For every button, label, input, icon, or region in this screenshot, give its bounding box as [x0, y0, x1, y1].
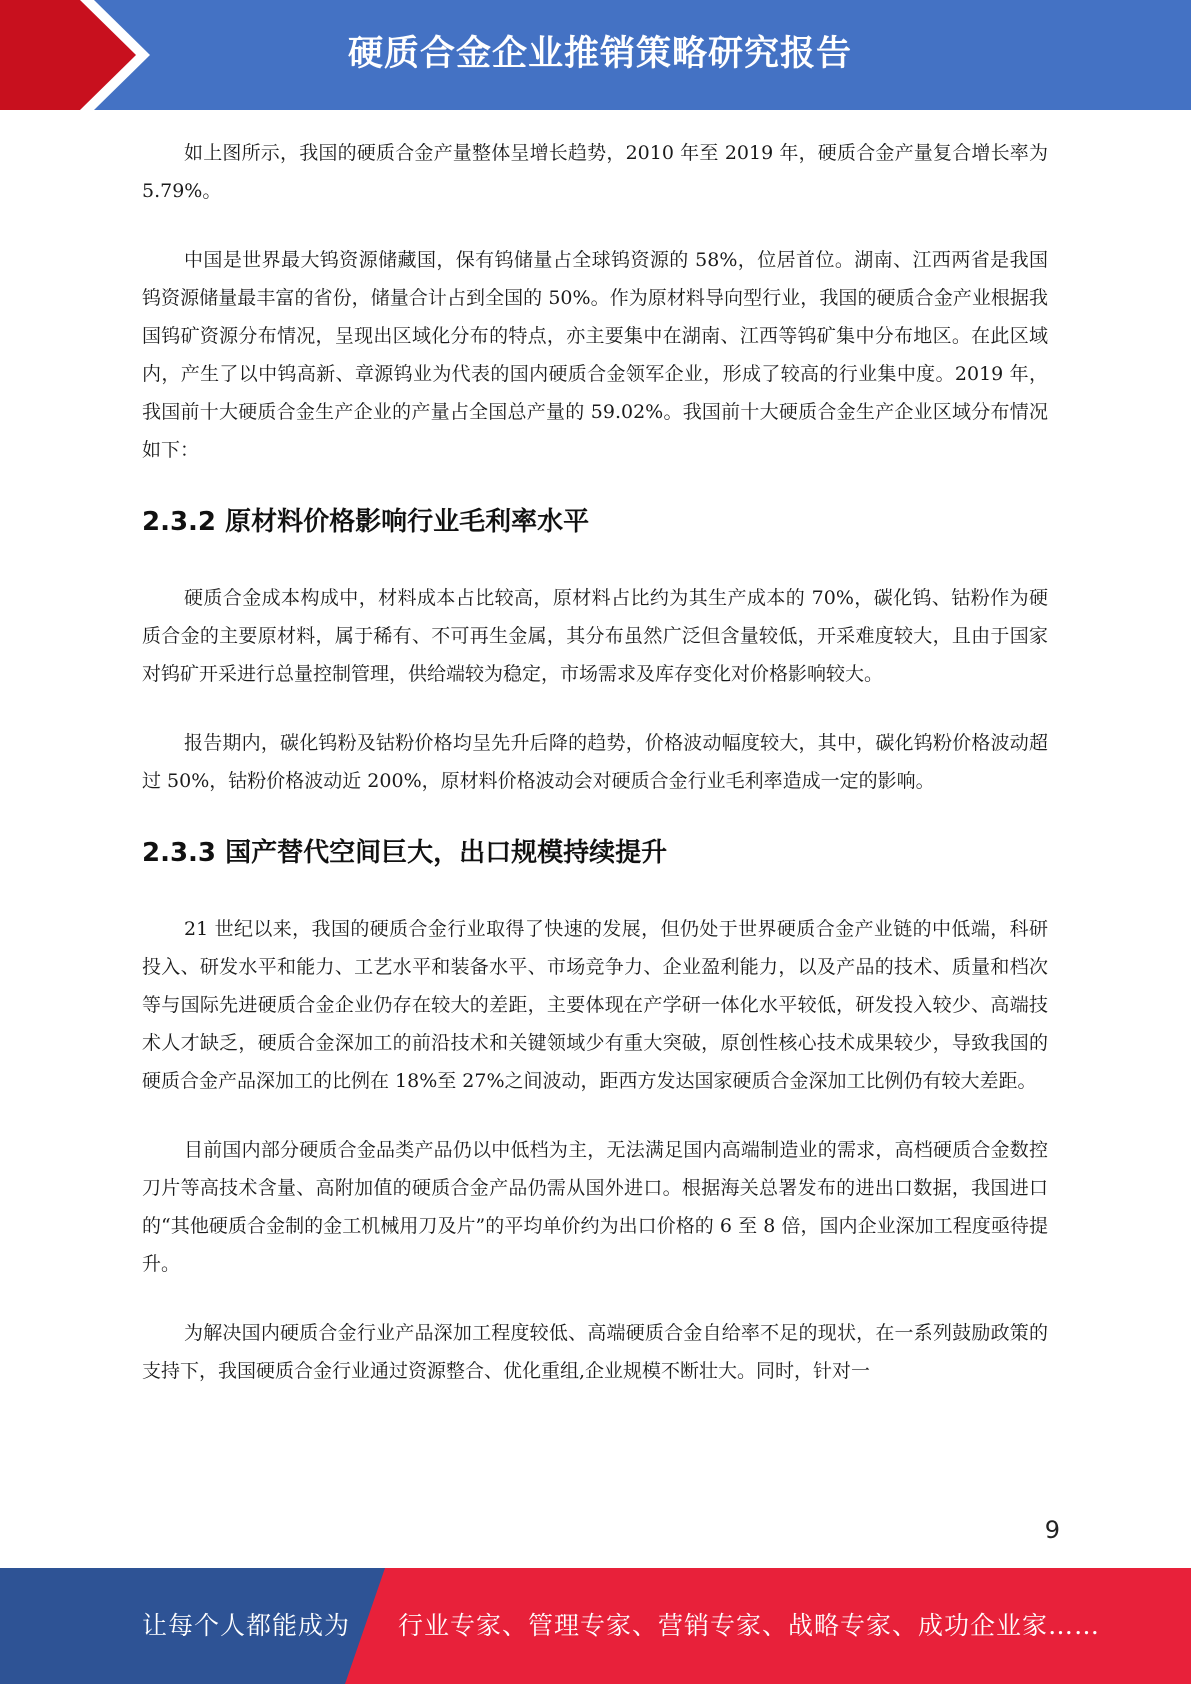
- paragraph: 目前国内部分硬质合金品类产品仍以中低档为主，无法满足国内高端制造业的需求，高档硬质合金数控刀片等高技术含量、高附加值的硬质合金产品仍需从国外进口。根据海关总署发布的进出口数据，我国进口的“其他硬质合金制的金工机械用刀及片”的平均单价约为出口价格的 6 至 8 倍，国内企业深加工程度亟待提升。: [142, 1139, 1048, 1275]
- paragraph: 如上图所示，我国的硬质合金产量整体呈增长趋势，2010 年至 2019 年，硬质合金产量复合增长率为 5.79%。: [142, 142, 1048, 202]
- page-footer: [0, 1568, 1191, 1684]
- paragraph: 报告期内，碳化钨粉及钴粉价格均呈先升后降的趋势，价格波动幅度较大，其中，碳化钨粉价格波动超过 50%，钴粉价格波动近 200%，原材料价格波动会对硬质合金行业毛利率造成一定的影响。: [142, 732, 1048, 792]
- footer-slogan-right: 行业专家、管理专家、营销专家、战略专家、成功企业家……: [398, 1611, 1101, 1640]
- header-arrow-graphic: [0, 0, 150, 110]
- section-heading: 2.3.2 原材料价格影响行业毛利率水平: [142, 507, 590, 537]
- document-body: [142, 134, 1048, 1390]
- footer-slogan-left: 让每个人都能成为: [142, 1611, 351, 1640]
- section-heading: 2.3.3 国产替代空间巨大，出口规模持续提升: [142, 838, 668, 868]
- page-header: [0, 0, 1191, 110]
- paragraph: 21 世纪以来，我国的硬质合金行业取得了快速的发展，但仍处于世界硬质合金产业链的中低端，科研投入、研发水平和能力、工艺水平和装备水平、市场竞争力、企业盈利能力，以及产品的技术、质量和档次等与国际先进硬质合金企业仍存在较大的差距，主要体现在产学研一体化水平较低，研发投入较少、高端技术人才缺乏，硬质合金深加工的前沿技术和关键领域少有重大突破，原创性核心技术成果较少，导致我国的硬质合金产品深加工的比例在 18%至 27%之间波动，距西方发达国家硬质合金深加工比例仍有较大差距。: [142, 918, 1048, 1092]
- page-number: 9: [1044, 1516, 1060, 1544]
- paragraph: 硬质合金成本构成中，材料成本占比较高，原材料占比约为其生产成本的 70%，碳化钨、钴粉作为硬质合金的主要原材料，属于稀有、不可再生金属，其分布虽然广泛但含量较低，开采难度较大，且由于国家对钨矿开采进行总量控制管理，供给端较为稳定，市场需求及库存变化对价格影响较大。: [142, 587, 1048, 685]
- paragraph: 中国是世界最大钨资源储藏国，保有钨储量占全球钨资源的 58%，位居首位。湖南、江西两省是我国钨资源储量最丰富的省份，储量合计占到全国的 50%。作为原材料导向型行业，我国的硬质合金产业根据我国钨矿资源分布情况，呈现出区域化分布的特点，亦主要集中在湖南、江西等钨矿集中分布地区。在此区域内，产生了以中钨高新、章源钨业为代表的国内硬质合金领军企业，形成了较高的行业集中度。2019 年，我国前十大硬质合金生产企业的产量占全国总产量的 59.02%。我国前十大硬质合金生产企业区域分布情况如下：: [142, 249, 1048, 461]
- paragraph: 为解决国内硬质合金行业产品深加工程度较低、高端硬质合金自给率不足的现状，在一系列鼓励政策的支持下，我国硬质合金行业通过资源整合、优化重组,企业规模不断壮大。同时，针对一: [142, 1322, 1048, 1382]
- document-title: 硬质合金企业推销策略研究报告: [347, 34, 852, 74]
